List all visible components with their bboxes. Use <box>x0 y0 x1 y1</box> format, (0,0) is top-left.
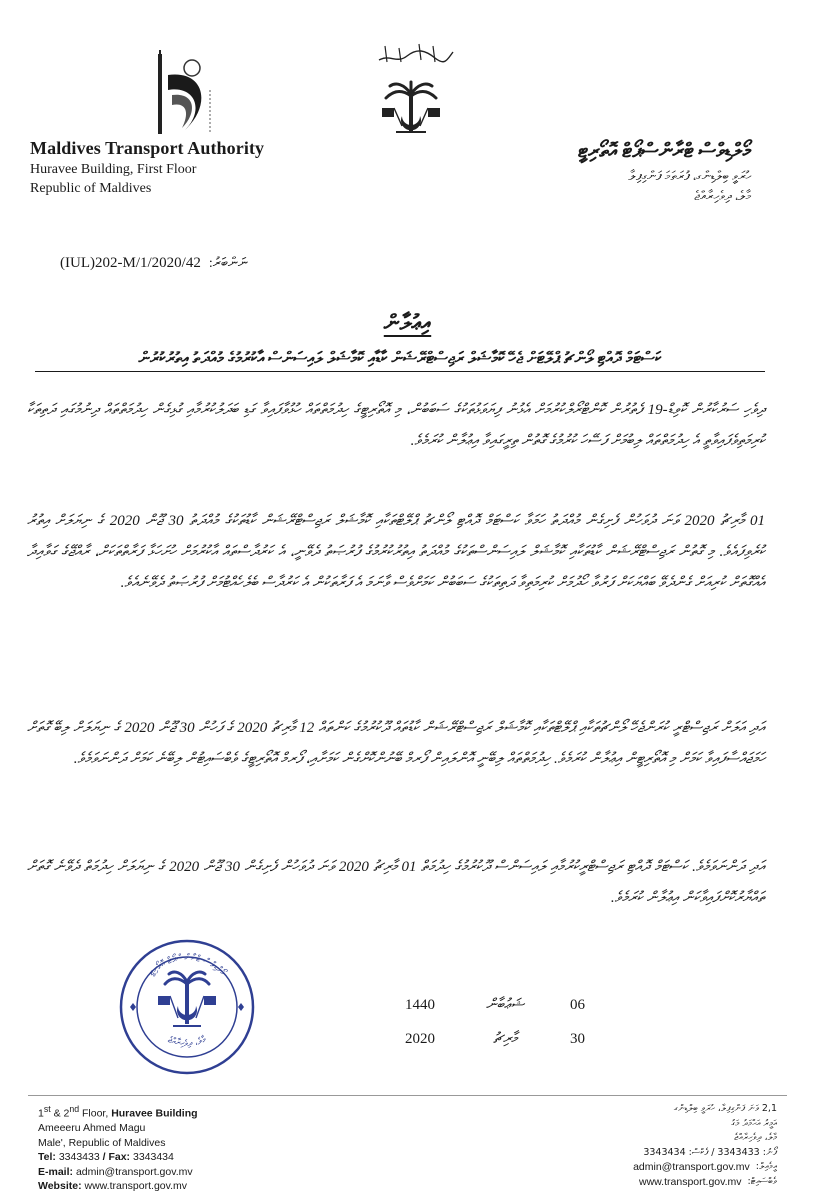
footer-website: Website: www.transport.gov.mv <box>38 1180 188 1192</box>
document-title: އިޢުލާން <box>383 310 432 335</box>
svg-text:މޯލްޑިވްސް ޓްރާންސްޕޯޓް އޮތޯރި: މޯލްޑިވްސް ޓްރާންސްޕޯޓް އޮތޯރިޓީ <box>146 952 228 978</box>
gregorian-month: މާރިޗު <box>493 1031 517 1047</box>
footer-address-line3: Male', Republic of Maldives <box>38 1136 166 1149</box>
footer-dv-phone: ފޯނު: 3343433 / ފެކްސް: 3343434 <box>643 1146 777 1158</box>
org-address-dhivehi-line2: މާލެ، ދިވެހިރާއްޖެ <box>694 188 751 203</box>
footer-address-line2: Ameeeru Ahmed Magu <box>38 1122 146 1134</box>
gregorian-date <box>405 1030 585 1064</box>
gregorian-day: 30 <box>570 1031 585 1047</box>
footer-website-link[interactable]: www.transport.gov.mv <box>84 1180 188 1192</box>
footer-dv-email: admin@transport.gov.mv އީމެއިލް: <box>633 1161 777 1173</box>
footer-email: E-mail: admin@transport.gov.mv <box>38 1165 193 1178</box>
date-block <box>405 996 585 1064</box>
body-paragraph-1: ދިވެހި ސަރުކާރުން ކޮވިޑް-19 ފެތުރުން ކޮންޓްރޯލްކުރުމަށް އެޅުނު ފިޔަވަޅުތަކުގެ ސަބަބުން، މި އޮތޯރިޓީގެ ހިދުމަތްތައް ހުޅުވާފައިވާ ގަޑި ބަދަލުކުރުމާއި ގުޅިގެން ހިދުމަތްތައް ދިނުމުގައި ދަތިތަކާ ކުރިމަތިވެފައިވާތީ އެ ހިދުމަތްތައް ލިބުމަށް ފަސޭހަ ކުރުމުގެ ގޮތުން ތިރީގައިވާ އިޢުލާން ކުރަމެވެ. <box>27 402 766 449</box>
reference-number: (IUL)202-M/1/2020/42 <box>60 255 201 271</box>
mta-logo <box>150 50 220 140</box>
footer-dv-website: www.transport.gov.mv ވެބްސައިޓް: <box>639 1175 777 1188</box>
footer-dv-email-link[interactable]: admin@transport.gov.mv <box>633 1161 750 1173</box>
footer-address-line1: 1st & 2nd Floor, Huravee Building <box>38 1104 198 1120</box>
org-address-line2: Republic of Maldives <box>30 181 152 196</box>
org-address-line1: Huravee Building, First Floor <box>30 162 197 177</box>
footer-dv-line1: 2,1 ވަނަ ފަންގިފިލާ، ހުރަވީ ބިލްޑިންގ <box>673 1103 777 1114</box>
footer-dv-line2: އަމީރު އަޙްމަދު މަގު <box>731 1117 777 1129</box>
hijri-day: 06 <box>570 997 585 1013</box>
gregorian-year: 2020 <box>405 1031 435 1047</box>
hijri-month: ޝަޢުބާން <box>485 997 525 1013</box>
footer-contact-dhivehi <box>633 1102 777 1189</box>
reference-label: ނަންބަރު: <box>208 256 248 271</box>
state-emblem-icon <box>378 78 444 140</box>
org-name-english: Maldives Transport Authority <box>30 138 265 158</box>
org-name-dhivehi: މޯލްޑިވްސް ޓްރާންސްޕޯޓް އޮތޯރިޓީ <box>577 140 751 162</box>
footer-dv-line3: މާލެ، ދިވެހިރާއްޖެ <box>734 1132 777 1143</box>
body-paragraph-2: 01 މާރިޗު 2020 ވަނަ ދުވަހުން ފެށިގެން މުއްދަތު ހަމަވާ ކަސްޓަމް ދޮއްޓި ލޯންޗު ޕްލޭޓްތަކާއި ކޮމާޝަލް ރަޖިސްޓްރޭޝަން ކާޑުތަކުގެ މުއްދަތު 30 ޖޫން 2020 ގެ ނިޔަލަށް އިތުރު ކުރެވިފައެވެ. މި ގޮތުން ރަޖިސްޓްރޭޝަން ކާޑުތަކާއި ކޮމާޝަލް ލައިސަންސްތަކުގެ މުއްދަތު އިތުރުކުރުމުގެ ފުރުޞަތު ދެވޭނީ، އެ ކަރުދާސްތައް އާކުރުމަށް ހުށަހަޅާ ފަރާތްތަކަށް، ރާއްޖޭގެ ގަވާއިދާ އެއްގޮތަށް ކުރިއަށް ގެންދެވޭ ބައްޔަކަށް ފަރުވާ ހޯދުމަށް ކުރިމަތިވާ ދަތިތަކުގެ ސަބަބުން ކަމަށްވެސް ވާނަމަ އެ ފަރާތަކުން އެ ކަރުދާސް ބެލެހެއްޓުމަށް ފުރުޞަތު ދެވޭނެއެވެ. <box>27 513 765 591</box>
reference-number-row <box>60 255 248 272</box>
bismillah-calligraphy <box>375 40 455 70</box>
footer-dv-website-link[interactable]: www.transport.gov.mv <box>639 1175 742 1188</box>
document-subject: ކަސްޓަމް ދޮއްޓި ލޯންޗު ޕްލޭޓަށް ޖެހޭ ކޮމާޝަލް ރަޖިސްޓްރޭޝަން ކާޑާއި ކޮމާޝަލް ލައިސަންސް އާކުރުމުގެ މުއްދަތު އިތުރުކުރުން <box>35 350 765 372</box>
body-paragraph-3: އަދި އަލަށް ރަޖިސްޓްރީ ކުރަންޖެހޭ ލޯންޗުތަކާއި ޕްލޭޓްތަކާއި ކޮމާޝަލް ރަޖިސްޓްރޭޝަން ކާޑުތައް ދޫކުރުމުގެ ކަންތައް 12 މާރިޗު 2020 ގެ ފަހުން 30 ޖޫން 2020 ގެ ނިޔަލަށް ލިބޭ ގޮތަށް ހަމަޖައްސާފައިވާ ކަމަށް މި އޮތޯރިޓީން އިޢުލާން ކުރަމެވެ. ހިދުމަތްތައް ލިބޭނީ އޮންލައިން ފޯރމް ބޭނުންކޮށްގެން ކަމަށާއި، ފޯރމް އޮތޯރިޓީގެ ވެބްސައިޓުން ލިބޭނެ ކަމަށް ދަންނަވަމެވެ. <box>27 720 766 767</box>
hijri-date <box>405 996 585 1030</box>
hijri-year: 1440 <box>405 997 435 1013</box>
org-address-dhivehi-line1: ހުރަވީ ބިލްޑިންގ، ފުރަތަމަ ފަންގިފިލާ <box>628 168 751 183</box>
footer-divider <box>28 1095 787 1096</box>
footer-email-link[interactable]: admin@transport.gov.mv <box>75 1165 193 1178</box>
official-seal-stamp <box>118 938 256 1076</box>
svg-text:މާލެ، ދިވެހިރާއްޖެ: މާލެ، ދިވެހިރާއްޖެ <box>166 1035 208 1050</box>
footer-phone: Tel: 3343433 / Fax: 3343434 <box>38 1151 174 1163</box>
footer-contact-english <box>38 1102 198 1194</box>
body-paragraph-4: އަދި ދަންނަވަމެވެ. ކަސްޓަމް ދޮއްޓި ރަޖިސްޓްރީކުރުމާއި ލައިސަންސް ދޫކުރުމުގެ ހިދުމަތް 01 މާރިޗު 2020 ވަނަ ދުވަހުން ފެށިގެން 30 ޖޫން 2020 ގެ ނިޔަލަށް ހިދުމަތް ދެވޭނެ ގޮތަށް ތައްޔާރުކޮށްފައިވާކަން އިޢުލާން ކުރަމެވެ. <box>27 859 766 906</box>
